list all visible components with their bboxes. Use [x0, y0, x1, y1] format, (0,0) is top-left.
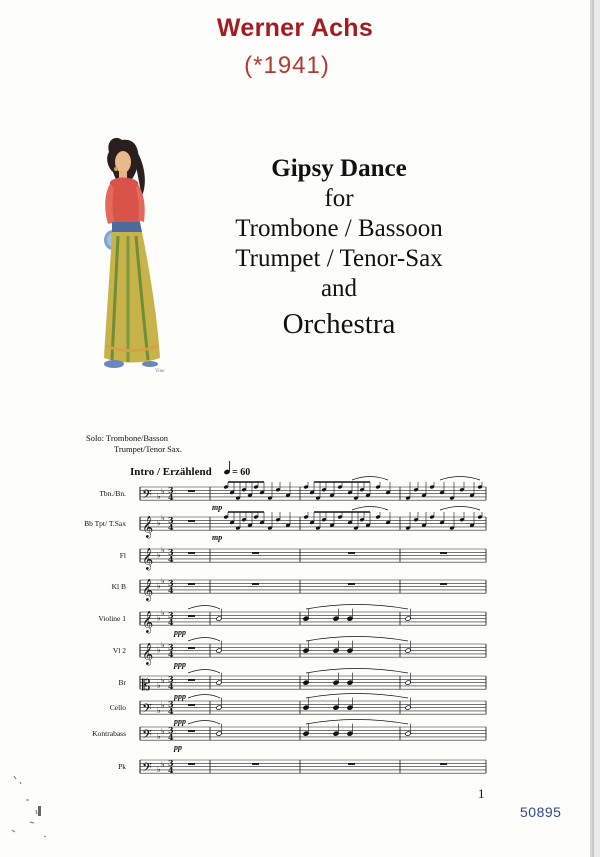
time-signature: 3	[168, 674, 174, 685]
flat-icon: ♭	[157, 731, 161, 741]
tie	[188, 606, 220, 610]
time-signature: 3	[168, 758, 174, 769]
flat-icon: ♭	[157, 680, 161, 690]
flat-icon: ♭	[161, 640, 165, 650]
svg-text:4: 4	[168, 765, 174, 776]
treble-clef-icon: 𝄞	[142, 516, 154, 539]
treble-clef-icon: 𝄞	[142, 643, 154, 666]
slur	[306, 694, 408, 699]
whole-rest	[348, 552, 355, 554]
section-heading: Intro / Erzählend	[130, 466, 212, 478]
svg-text:4: 4	[168, 681, 174, 692]
flat-icon: ♭	[157, 764, 161, 774]
dynamic-marking: mp	[212, 503, 223, 513]
instrument-label: Br	[118, 678, 126, 687]
staff-1	[99, 477, 486, 513]
staff-2	[84, 507, 486, 543]
flat-icon: ♭	[161, 608, 165, 618]
whole-rest	[188, 490, 195, 492]
svg-text:4: 4	[168, 585, 174, 596]
tie	[188, 721, 220, 725]
flat-icon: ♭	[161, 700, 165, 710]
instrument-label: Kontrabass	[92, 729, 126, 738]
staff-8	[110, 694, 486, 727]
staff-3	[120, 546, 486, 572]
dynamic-marking: ppp	[174, 660, 186, 670]
whole-rest	[188, 730, 195, 732]
svg-text:4: 4	[168, 492, 174, 503]
instrument-label: Fl	[119, 551, 126, 560]
flat-icon: ♭	[161, 726, 165, 736]
flat-icon: ♭	[161, 675, 165, 685]
tie	[188, 638, 220, 642]
tie	[188, 670, 220, 674]
solo-note-line-2: Trumpet/Tenor Sax.	[114, 444, 183, 454]
bass-clef-icon: 𝄢	[142, 760, 152, 779]
flat-icon: ♭	[157, 613, 161, 623]
dynamic-marking: pp	[174, 743, 182, 753]
whole-rest	[348, 763, 355, 765]
treble-clef-icon: 𝄞	[142, 611, 154, 634]
whole-rest	[440, 583, 447, 585]
svg-text:4: 4	[168, 554, 174, 565]
staff-4	[112, 577, 486, 603]
staff-7	[119, 669, 487, 702]
whole-rest	[188, 679, 195, 681]
flat-icon: ♭	[157, 581, 161, 591]
whole-rest	[188, 763, 195, 765]
whole-rest	[252, 583, 259, 585]
treble-clef-icon: 𝄞	[142, 579, 154, 602]
flat-icon: ♭	[161, 576, 165, 586]
svg-text:4: 4	[168, 732, 174, 743]
tempo-marking	[223, 461, 250, 478]
slur	[306, 637, 408, 642]
instrument-label: Cello	[109, 703, 126, 712]
flat-icon: ♭	[157, 491, 161, 501]
flat-icon: ♭	[157, 518, 161, 528]
artist-signature: Vine	[155, 369, 165, 374]
whole-rest	[348, 583, 355, 585]
bass-clef-icon: 𝄢	[142, 487, 152, 506]
whole-rest	[252, 552, 259, 554]
title-line-4: and	[320, 275, 358, 302]
title-line-2: Trombone / Bassoon	[235, 215, 443, 242]
bass-clef-icon: 𝄢	[142, 701, 152, 720]
instrument-label: Bb Tpt/ T.Sax	[84, 519, 126, 528]
time-signature: 3	[168, 610, 174, 621]
svg-text:4: 4	[168, 617, 174, 628]
whole-rest	[188, 704, 195, 706]
tie	[188, 695, 220, 699]
flat-icon: ♭	[161, 759, 165, 769]
time-signature: 3	[168, 578, 174, 589]
whole-rest	[188, 520, 195, 522]
time-signature: 3	[168, 699, 174, 710]
time-signature: 3	[168, 547, 174, 558]
flat-icon: ♭	[157, 645, 161, 655]
whole-rest	[188, 552, 195, 554]
composer-birth-year: (*1941)	[244, 52, 330, 79]
title-line-3: Trumpet / Tenor-Sax	[235, 245, 443, 272]
whole-rest	[440, 552, 447, 554]
title-line-1: for	[324, 185, 354, 212]
time-signature: 3	[168, 515, 174, 526]
catalog-number: 50895	[520, 804, 562, 820]
slur	[306, 669, 408, 674]
time-signature: 3	[168, 642, 174, 653]
staff-9	[92, 720, 486, 753]
staff-5	[98, 605, 486, 638]
bass-clef-icon: 𝄢	[142, 727, 152, 746]
composer-name: Werner Achs	[216, 14, 374, 42]
flat-icon: ♭	[157, 705, 161, 715]
solo-note-line-1: Solo: Trombone/Basson	[86, 433, 168, 443]
flat-icon: ♭	[161, 545, 165, 555]
instrument-label: Tbn./Bn.	[99, 489, 126, 498]
instrument-label: Violine 1	[98, 614, 126, 623]
time-signature: 3	[168, 725, 174, 736]
flat-icon: ♭	[161, 513, 165, 523]
title-orchestra: Orchestra	[282, 308, 396, 340]
instrument-label: Kl B	[111, 582, 126, 591]
slur	[306, 605, 408, 610]
staff-10	[118, 758, 486, 778]
scan-mark	[6, 770, 56, 850]
svg-text:4: 4	[168, 649, 174, 660]
svg-text:4: 4	[168, 706, 174, 717]
instrument-label: Vl 2	[112, 646, 126, 655]
dynamic-marking: ppp	[174, 628, 186, 638]
svg-text:4: 4	[168, 522, 174, 533]
treble-clef-icon: 𝄞	[142, 548, 154, 571]
dynamic-marking: ppp	[174, 692, 186, 702]
whole-rest	[188, 615, 195, 617]
instrument-label: Pk	[118, 762, 126, 771]
whole-rest	[252, 763, 259, 765]
piece-title: Gipsy Dance	[271, 155, 407, 182]
flat-icon: ♭	[157, 550, 161, 560]
time-signature: 3	[168, 485, 174, 496]
whole-rest	[440, 763, 447, 765]
slur	[306, 720, 408, 725]
alto-clef-icon: 𝄡	[142, 676, 151, 695]
dynamic-marking: ppp	[174, 717, 186, 727]
whole-rest	[188, 583, 195, 585]
page-number: 1	[478, 786, 485, 801]
svg-text:= 60: = 60	[232, 467, 251, 478]
whole-rest	[188, 647, 195, 649]
flat-icon: ♭	[161, 486, 165, 496]
dynamic-marking: mp	[212, 533, 223, 543]
staff-6	[113, 637, 486, 670]
